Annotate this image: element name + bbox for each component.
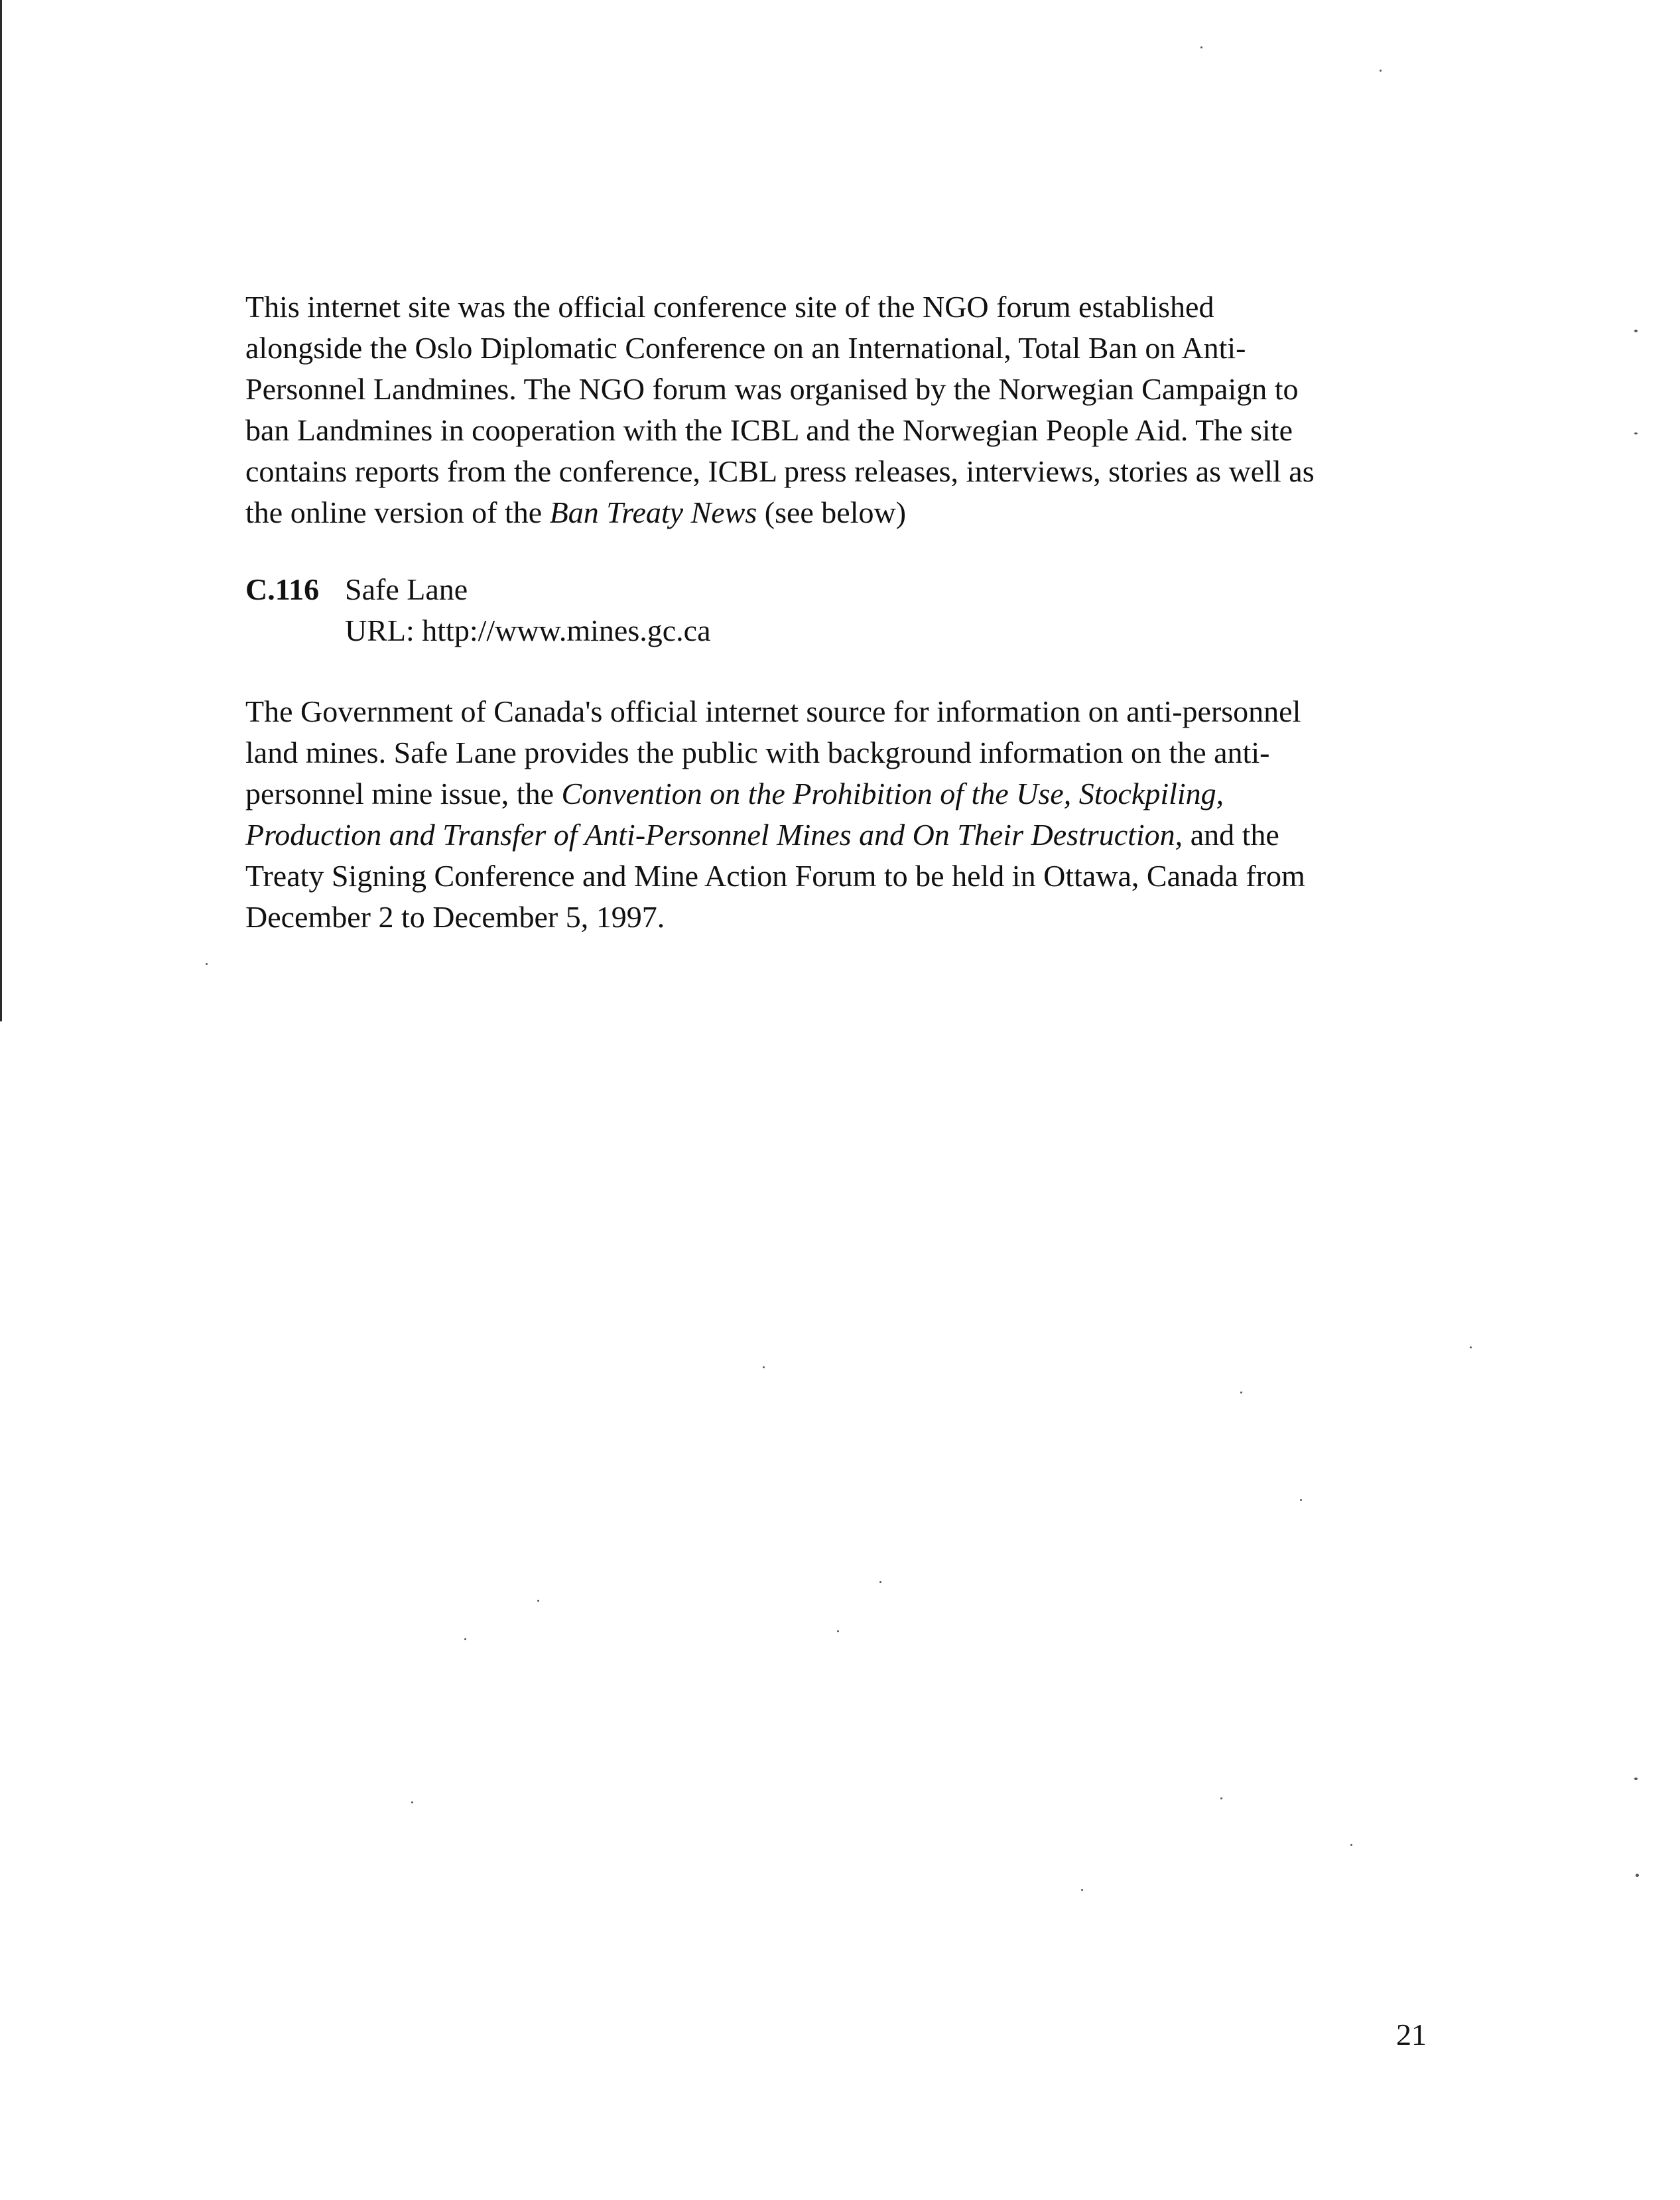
description-paragraph bbox=[245, 691, 1439, 938]
intro-paragraph bbox=[245, 287, 1439, 533]
publication-title: Ban Treaty News bbox=[549, 495, 757, 529]
scan-page-edge bbox=[0, 0, 2, 1021]
scan-speck bbox=[1300, 1499, 1302, 1501]
scan-speck bbox=[464, 1638, 466, 1640]
scan-speck bbox=[411, 1801, 413, 1803]
entry-number: C.116 bbox=[245, 572, 320, 606]
scan-speck bbox=[1380, 70, 1382, 72]
convention-title: Production and Transfer of Anti-Personnel Mines and On Their Destruction, bbox=[245, 818, 1183, 852]
scan-speck bbox=[1634, 432, 1638, 434]
scan-speck bbox=[1081, 1889, 1083, 1891]
page-number: 21 bbox=[1396, 2018, 1427, 2051]
paragraph-line: alongside the Oslo Diplomatic Conference on an International, Total Ban on Anti- bbox=[245, 331, 1246, 365]
scan-speck bbox=[879, 1581, 881, 1583]
entry-url: URL: http://www.mines.gc.ca bbox=[345, 614, 711, 647]
scan-speck bbox=[763, 1366, 765, 1368]
scan-speck bbox=[1350, 1844, 1352, 1846]
paragraph-line: contains reports from the conference, ICBL press releases, interviews, stories as well as bbox=[245, 454, 1315, 488]
scan-speck bbox=[1636, 1874, 1639, 1877]
paragraph-line: land mines. Safe Lane provides the public with background information on the anti- bbox=[245, 736, 1270, 769]
paragraph-line: the online version of the Ban Treaty News (see below) bbox=[245, 495, 907, 529]
entry-heading bbox=[245, 569, 1439, 610]
paragraph-line: Production and Transfer of Anti-Personnel Mines and On Their Destruction, and the bbox=[245, 818, 1279, 852]
catalog-entry bbox=[245, 569, 1439, 651]
paragraph-line: December 2 to December 5, 1997. bbox=[245, 900, 665, 934]
paragraph-line: This internet site was the official conference site of the NGO forum established bbox=[245, 290, 1214, 324]
scan-speck bbox=[1240, 1391, 1242, 1393]
scan-speck bbox=[1634, 1778, 1638, 1780]
scan-speck bbox=[1634, 330, 1638, 332]
paragraph-line: Treaty Signing Conference and Mine Action Forum to be held in Ottawa, Canada from bbox=[245, 859, 1305, 893]
convention-title: Convention on the Prohibition of the Use, Stockpiling, bbox=[561, 777, 1224, 810]
scan-speck bbox=[837, 1630, 839, 1632]
paragraph-line: ban Landmines in cooperation with the ICBL and the Norwegian People Aid. The site bbox=[245, 413, 1293, 447]
paragraph-line: The Government of Canada's official internet source for information on anti-personnel bbox=[245, 694, 1301, 728]
scan-speck bbox=[1220, 1797, 1222, 1799]
paragraph-line: Personnel Landmines. The NGO forum was organised by the Norwegian Campaign to bbox=[245, 372, 1299, 406]
scan-speck bbox=[1200, 46, 1202, 48]
scan-speck bbox=[206, 963, 208, 965]
entry-title: Safe Lane bbox=[345, 572, 468, 606]
scan-speck bbox=[537, 1600, 539, 1602]
paragraph-line: personnel mine issue, the Convention on the Prohibition of the Use, Stockpiling, bbox=[245, 777, 1224, 810]
scan-speck bbox=[1470, 1346, 1472, 1348]
